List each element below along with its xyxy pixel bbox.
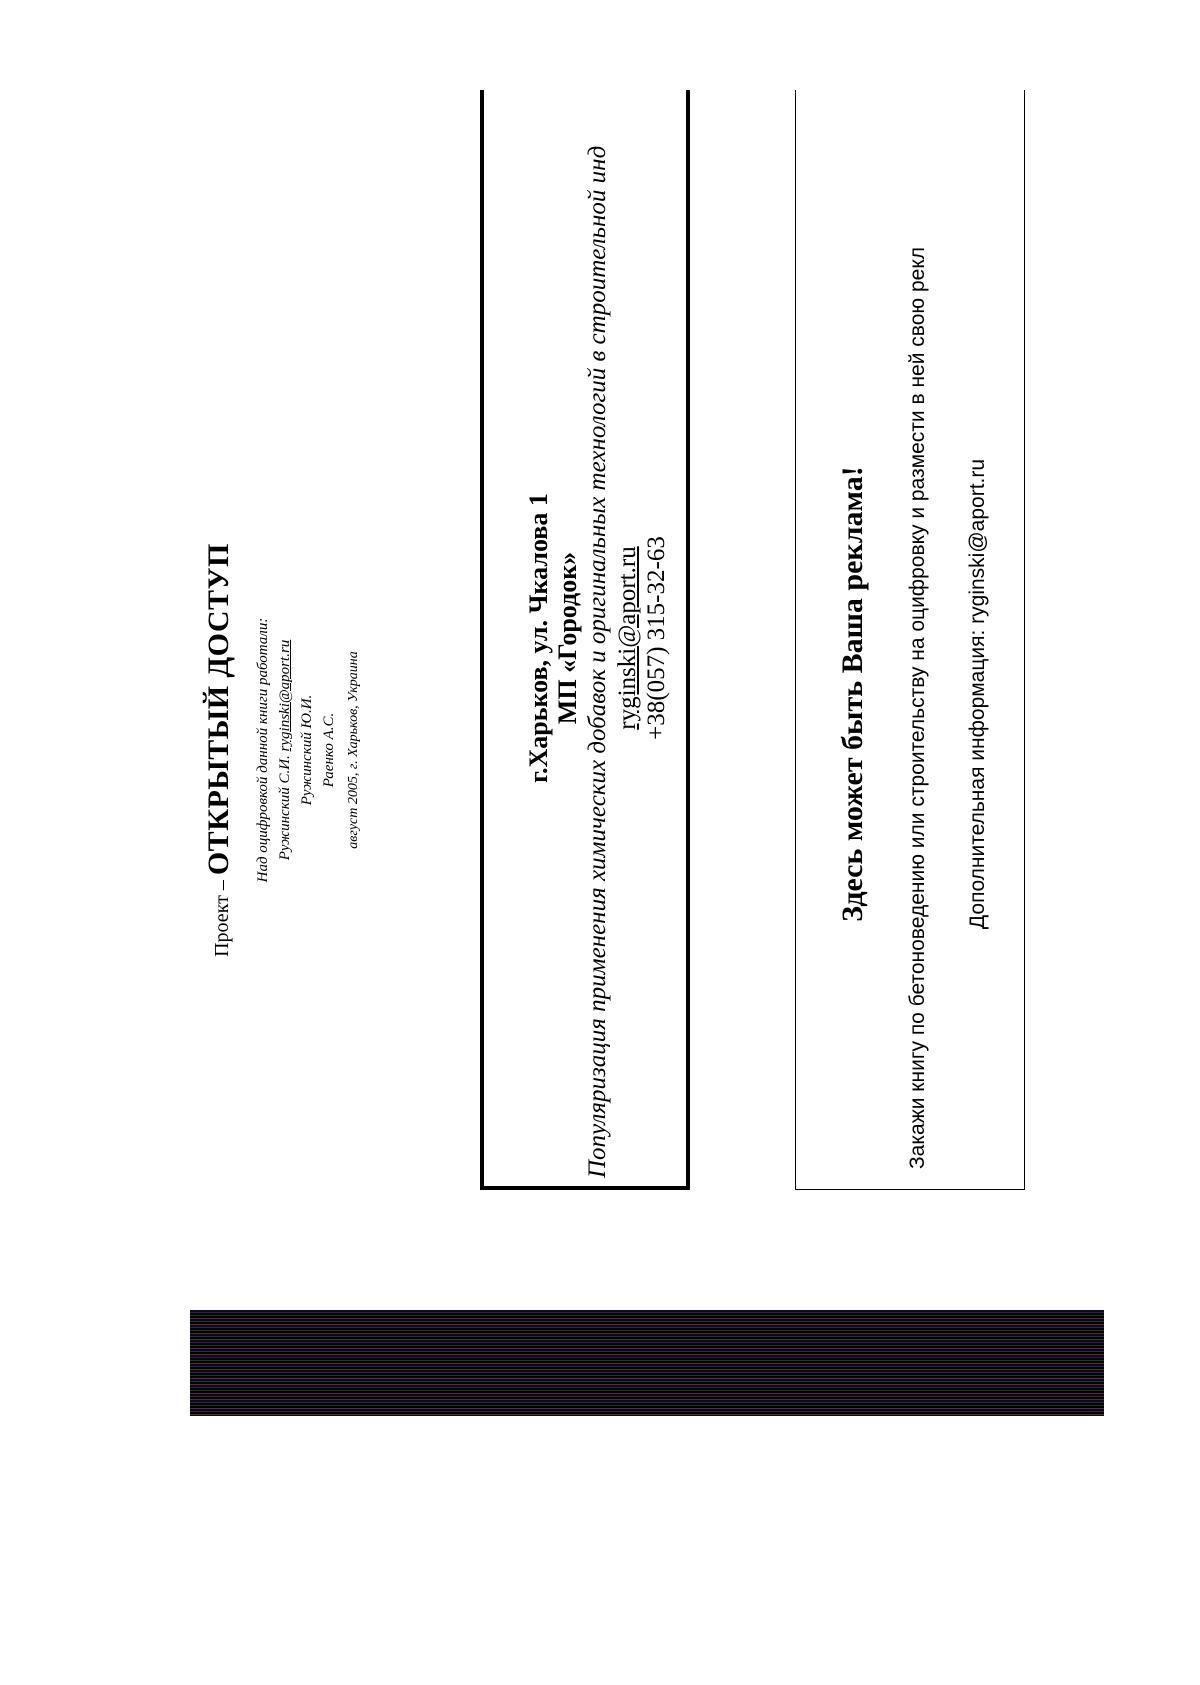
project-prefix: Проект – [211, 875, 233, 957]
company-email-link[interactable]: ryginski@aport.ru [614, 546, 641, 730]
rotated-page-content [190, 145, 1030, 1300]
credits-intro: Над оцифровкой данной книги работали: [255, 617, 271, 883]
project-name: ОТКРЫТЫЙ ДОСТУП [202, 543, 235, 876]
company-slogan: Популяризация применения химических добавок и оригинальных технологий в строительной инд [584, 145, 611, 1178]
ad-contact-info: Дополнительная информация: ryginski@aport.ru [966, 458, 989, 930]
ad-text: Закажи книгу по бетоноведению или строительству на оцифровку и размести в ней свою рекл [906, 246, 929, 1169]
credits-worker-3: Раенко А.С. [321, 712, 337, 788]
company-phone: +38(057) 315-32-63 [643, 536, 670, 740]
company-address: г.Харьков, ул. Чкалова 1 [524, 493, 553, 783]
advertisement-box [795, 90, 1025, 1190]
credits-worker-1 [274, 200, 296, 1300]
scan-stripe-band [190, 1310, 1104, 1416]
worker-1-email-link[interactable]: ryginski@aport.ru [277, 639, 293, 752]
credits-workers [252, 200, 340, 1300]
project-title-line [202, 200, 236, 1300]
company-info-box [480, 90, 690, 1190]
credits-worker-2: Ружинский Ю.И. [299, 694, 315, 806]
company-name: МП «Городок» [553, 551, 582, 725]
credits-block [190, 200, 390, 1300]
ad-title: Здесь может быть Ваша реклама! [836, 466, 869, 922]
credits-date-place: август 2005, г. Харьков, Украина [346, 651, 361, 849]
worker-1-name: Ружинский С.И. [277, 751, 293, 861]
